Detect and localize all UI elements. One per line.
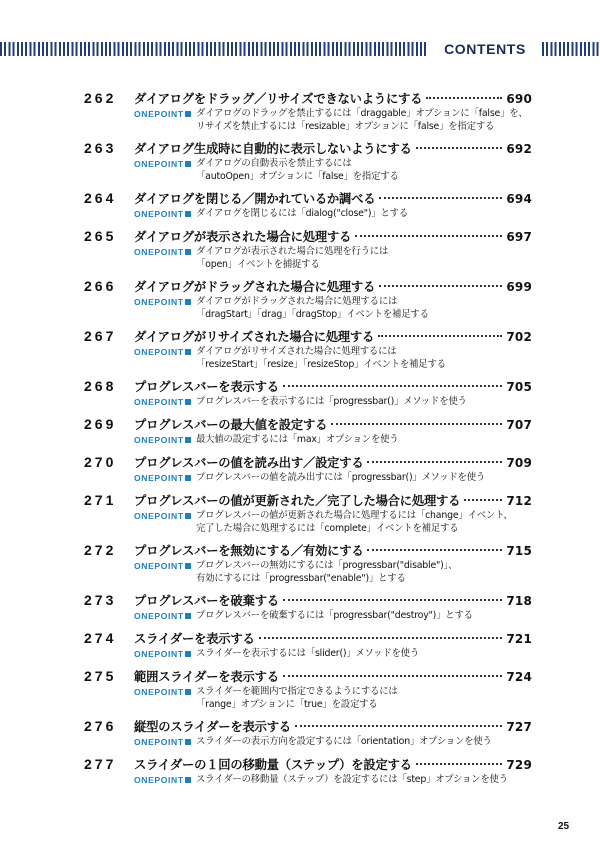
entry-page: 724 bbox=[506, 670, 532, 684]
toc-entry bbox=[84, 188, 532, 221]
page-number: 25 bbox=[558, 821, 570, 832]
description-line: ダイアログが表示された場合に処理を行うには bbox=[196, 246, 389, 257]
entry-title: プログレスバーを無効にする／有効にする bbox=[134, 544, 364, 558]
onepoint-label: ONEPOINT bbox=[134, 397, 184, 407]
onepoint-row bbox=[84, 774, 532, 787]
toc-entry bbox=[84, 590, 532, 623]
description-line: 「autoOpen」オプションに「false」を指定する bbox=[196, 170, 399, 182]
entry-title: プログレスバーの値が更新された／完了した場合に処理する bbox=[134, 494, 461, 508]
onepoint-description bbox=[196, 158, 532, 183]
square-bullet-icon bbox=[185, 689, 191, 695]
square-bullet-icon bbox=[185, 613, 191, 619]
square-bullet-icon bbox=[185, 299, 191, 305]
square-bullet-icon bbox=[185, 437, 191, 443]
square-bullet-icon bbox=[185, 563, 191, 569]
description-line: ダイアログのドラッグを禁止するには「draggable」オプションに「false」を、 bbox=[196, 108, 528, 119]
toc-entry-heading bbox=[84, 452, 532, 472]
entry-title: プログレスバーの値を読み出す／設定する bbox=[134, 456, 364, 470]
toc-entry bbox=[84, 414, 532, 447]
entry-page: 699 bbox=[506, 280, 532, 294]
onepoint-row bbox=[84, 208, 532, 221]
onepoint-row bbox=[84, 434, 532, 447]
toc-entry-heading bbox=[84, 414, 532, 434]
toc-entry-heading bbox=[84, 754, 532, 774]
toc-entry-heading bbox=[84, 88, 532, 108]
entry-number: 266 bbox=[84, 278, 117, 294]
toc-entry bbox=[84, 452, 532, 485]
onepoint-description bbox=[196, 510, 532, 535]
onepoint-label-wrap bbox=[84, 774, 196, 787]
description-line: ダイアログを閉じるには「dialog("close")」とする bbox=[196, 208, 409, 219]
onepoint-row bbox=[84, 158, 532, 183]
dot-leader bbox=[416, 147, 503, 149]
toc-entry bbox=[84, 490, 532, 535]
onepoint-label-wrap bbox=[84, 296, 196, 309]
description-line: スライダーを範囲内で指定できるようにするには bbox=[196, 686, 398, 697]
entry-number: 267 bbox=[84, 328, 117, 344]
entry-number: 262 bbox=[84, 90, 117, 106]
onepoint-label-wrap bbox=[84, 610, 196, 623]
toc-entry-heading bbox=[84, 540, 532, 560]
description-line: プログレスバーの無効にするには「progressbar("disable")」、 bbox=[196, 560, 458, 571]
table-of-contents bbox=[84, 88, 532, 792]
entry-number: 269 bbox=[84, 416, 117, 432]
header-hatch-right bbox=[542, 42, 600, 56]
onepoint-label-wrap bbox=[84, 736, 196, 749]
description-line: 「open」イベントを捕捉する bbox=[196, 258, 320, 270]
dot-leader bbox=[379, 197, 502, 199]
entry-number: 277 bbox=[84, 756, 117, 772]
square-bullet-icon bbox=[185, 161, 191, 167]
entry-number: 268 bbox=[84, 378, 117, 394]
onepoint-description bbox=[196, 208, 532, 221]
toc-entry-heading bbox=[84, 628, 532, 648]
entry-title: スライダーを表示する bbox=[134, 632, 255, 646]
onepoint-description bbox=[196, 296, 532, 321]
toc-entry bbox=[84, 88, 532, 133]
entry-number: 264 bbox=[84, 190, 117, 206]
square-bullet-icon bbox=[185, 777, 191, 783]
description-line: ダイアログがリサイズされた場合に処理するには bbox=[196, 346, 397, 357]
toc-entry-heading bbox=[84, 188, 532, 208]
header-hatch-left bbox=[0, 42, 428, 56]
toc-entry bbox=[84, 628, 532, 661]
square-bullet-icon bbox=[185, 211, 191, 217]
description-line: 完了した場合に処理するには「complete」イベントを補足する bbox=[196, 522, 459, 534]
onepoint-row bbox=[84, 560, 532, 585]
toc-entry bbox=[84, 276, 532, 321]
description-line: プログレスバーを表示するには「progressbar()」メソッドを使う bbox=[196, 396, 467, 407]
description-line: プログレスバーを破棄するには「progressbar("destroy")」とする bbox=[196, 610, 473, 621]
description-line: 「range」オプションに「true」を設定する bbox=[196, 698, 378, 710]
entry-title: プログレスバーの最大値を設定する bbox=[134, 418, 328, 432]
entry-page: 697 bbox=[506, 230, 532, 244]
description-line: ダイアログがドラッグされた場合に処理するには bbox=[196, 296, 398, 307]
description-line: 最大値の設定するには「max」オプションを使う bbox=[196, 434, 399, 445]
entry-page: 729 bbox=[506, 758, 532, 772]
entry-page: 694 bbox=[506, 192, 532, 206]
onepoint-label: ONEPOINT bbox=[134, 611, 184, 621]
toc-entry bbox=[84, 226, 532, 271]
dot-leader bbox=[379, 285, 502, 287]
onepoint-row bbox=[84, 472, 532, 485]
entry-page: 692 bbox=[506, 142, 532, 156]
onepoint-description bbox=[196, 610, 532, 623]
dot-leader bbox=[426, 97, 502, 99]
contents-header bbox=[0, 42, 600, 56]
onepoint-row bbox=[84, 108, 532, 133]
description-line: 「resizeStart」「resize」「resizeStop」イベントを補足する bbox=[196, 358, 446, 370]
onepoint-row bbox=[84, 686, 532, 711]
entry-number: 263 bbox=[84, 140, 117, 156]
description-line: ダイアログの自動表示を禁止するには bbox=[196, 158, 352, 169]
onepoint-label: ONEPOINT bbox=[134, 297, 184, 307]
dot-leader bbox=[378, 335, 502, 337]
toc-entry bbox=[84, 376, 532, 409]
onepoint-description bbox=[196, 648, 532, 661]
onepoint-label-wrap bbox=[84, 346, 196, 359]
toc-entry-heading bbox=[84, 490, 532, 510]
onepoint-description bbox=[196, 774, 532, 787]
dot-leader bbox=[295, 725, 502, 727]
square-bullet-icon bbox=[185, 349, 191, 355]
onepoint-label-wrap bbox=[84, 246, 196, 259]
dot-leader bbox=[331, 423, 502, 425]
dot-leader bbox=[283, 385, 503, 387]
onepoint-label: ONEPOINT bbox=[134, 159, 184, 169]
entry-page: 702 bbox=[506, 330, 532, 344]
toc-entry bbox=[84, 666, 532, 711]
entry-number: 274 bbox=[84, 630, 117, 646]
onepoint-label-wrap bbox=[84, 648, 196, 661]
onepoint-label: ONEPOINT bbox=[134, 473, 184, 483]
toc-entry-heading bbox=[84, 376, 532, 396]
entry-title: ダイアログがリサイズされた場合に処理する bbox=[134, 330, 375, 344]
entry-title: 範囲スライダーを表示する bbox=[134, 670, 279, 684]
description-line: スライダーの移動量（ステップ）を設定するには「step」オプションを使う bbox=[196, 774, 508, 785]
toc-entry-heading bbox=[84, 590, 532, 610]
header-title: CONTENTS bbox=[444, 41, 526, 57]
entry-title: ダイアログをドラッグ／リサイズできないようにする bbox=[134, 92, 423, 106]
toc-entry bbox=[84, 138, 532, 183]
dot-leader bbox=[283, 599, 503, 601]
entry-page: 712 bbox=[506, 494, 532, 508]
onepoint-label: ONEPOINT bbox=[134, 737, 184, 747]
toc-entry bbox=[84, 326, 532, 371]
onepoint-label: ONEPOINT bbox=[134, 649, 184, 659]
entry-page: 715 bbox=[506, 544, 532, 558]
toc-entry-heading bbox=[84, 138, 532, 158]
dot-leader bbox=[416, 763, 503, 765]
entry-number: 275 bbox=[84, 668, 117, 684]
onepoint-label-wrap bbox=[84, 434, 196, 447]
description-line: スライダーを表示するには「slider()」メソッドを使う bbox=[196, 648, 420, 659]
onepoint-label: ONEPOINT bbox=[134, 247, 184, 257]
toc-entry-heading bbox=[84, 226, 532, 246]
entry-page: 690 bbox=[506, 92, 532, 106]
onepoint-label-wrap bbox=[84, 208, 196, 221]
onepoint-row bbox=[84, 610, 532, 623]
onepoint-row bbox=[84, 346, 532, 371]
square-bullet-icon bbox=[185, 111, 191, 117]
onepoint-description bbox=[196, 246, 532, 271]
onepoint-label-wrap bbox=[84, 108, 196, 121]
onepoint-description bbox=[196, 736, 532, 749]
toc-entry bbox=[84, 540, 532, 585]
entry-page: 727 bbox=[506, 720, 532, 734]
onepoint-label-wrap bbox=[84, 396, 196, 409]
dot-leader bbox=[355, 235, 502, 237]
onepoint-row bbox=[84, 510, 532, 535]
onepoint-row bbox=[84, 246, 532, 271]
onepoint-description bbox=[196, 560, 532, 585]
square-bullet-icon bbox=[185, 651, 191, 657]
onepoint-label-wrap bbox=[84, 510, 196, 523]
toc-entry-heading bbox=[84, 326, 532, 346]
onepoint-description bbox=[196, 472, 532, 485]
entry-page: 705 bbox=[506, 380, 532, 394]
toc-entry bbox=[84, 716, 532, 749]
dot-leader bbox=[367, 549, 502, 551]
entry-title: ダイアログが表示された場合に処理する bbox=[134, 230, 352, 244]
onepoint-description bbox=[196, 434, 532, 447]
onepoint-description bbox=[196, 396, 532, 409]
entry-page: 721 bbox=[506, 632, 532, 646]
entry-number: 276 bbox=[84, 718, 117, 734]
onepoint-label: ONEPOINT bbox=[134, 511, 184, 521]
square-bullet-icon bbox=[185, 249, 191, 255]
entry-title: スライダーの１回の移動量（ステップ）を設定する bbox=[134, 758, 412, 772]
entry-title: ダイアログがドラッグされた場合に処理する bbox=[134, 280, 376, 294]
entry-title: 縦型のスライダーを表示する bbox=[134, 720, 291, 734]
description-line: スライダーの表示方向を設定するには「orientation」オプションを使う bbox=[196, 736, 492, 747]
description-line: 有効にするには「progressbar("enable")」とする bbox=[196, 572, 406, 584]
onepoint-label: ONEPOINT bbox=[134, 209, 184, 219]
onepoint-label-wrap bbox=[84, 686, 196, 699]
entry-page: 707 bbox=[506, 418, 532, 432]
dot-leader bbox=[367, 461, 502, 463]
onepoint-label: ONEPOINT bbox=[134, 687, 184, 697]
onepoint-description bbox=[196, 108, 532, 133]
entry-title: ダイアログを閉じる／開かれているか調べる bbox=[134, 192, 376, 206]
onepoint-label: ONEPOINT bbox=[134, 561, 184, 571]
description-line: 「dragStart」「drag」「dragStop」イベントを補足する bbox=[196, 308, 429, 320]
entry-title: ダイアログ生成時に自動的に表示しないようにする bbox=[134, 142, 412, 156]
square-bullet-icon bbox=[185, 739, 191, 745]
description-line: プログレスバーの値を読み出すには「progressbar()」メソッドを使う bbox=[196, 472, 486, 483]
dot-leader bbox=[464, 499, 502, 501]
entry-page: 718 bbox=[506, 594, 532, 608]
square-bullet-icon bbox=[185, 513, 191, 519]
description-line: プログレスバーの値が更新された場合に処理するには「change」イベント、 bbox=[196, 510, 513, 521]
onepoint-description bbox=[196, 346, 532, 371]
entry-number: 265 bbox=[84, 228, 117, 244]
onepoint-label: ONEPOINT bbox=[134, 435, 184, 445]
toc-entry bbox=[84, 754, 532, 787]
entry-number: 271 bbox=[84, 492, 117, 508]
onepoint-label: ONEPOINT bbox=[134, 109, 184, 119]
entry-title: プログレスバーを破棄する bbox=[134, 594, 279, 608]
onepoint-row bbox=[84, 648, 532, 661]
onepoint-row bbox=[84, 736, 532, 749]
entry-number: 273 bbox=[84, 592, 117, 608]
description-line: リサイズを禁止するには「resizable」オプションに「false」を指定する bbox=[196, 120, 495, 132]
onepoint-row bbox=[84, 296, 532, 321]
square-bullet-icon bbox=[185, 475, 191, 481]
entry-number: 272 bbox=[84, 542, 117, 558]
onepoint-label: ONEPOINT bbox=[134, 775, 184, 785]
square-bullet-icon bbox=[185, 399, 191, 405]
toc-entry-heading bbox=[84, 276, 532, 296]
dot-leader bbox=[283, 675, 503, 677]
onepoint-label-wrap bbox=[84, 158, 196, 171]
onepoint-label-wrap bbox=[84, 560, 196, 573]
entry-title: プログレスバーを表示する bbox=[134, 380, 279, 394]
entry-page: 709 bbox=[506, 456, 532, 470]
onepoint-label-wrap bbox=[84, 472, 196, 485]
entry-number: 270 bbox=[84, 454, 117, 470]
dot-leader bbox=[259, 637, 503, 639]
toc-entry-heading bbox=[84, 666, 532, 686]
onepoint-description bbox=[196, 686, 532, 711]
toc-entry-heading bbox=[84, 716, 532, 736]
onepoint-row bbox=[84, 396, 532, 409]
onepoint-label: ONEPOINT bbox=[134, 347, 184, 357]
